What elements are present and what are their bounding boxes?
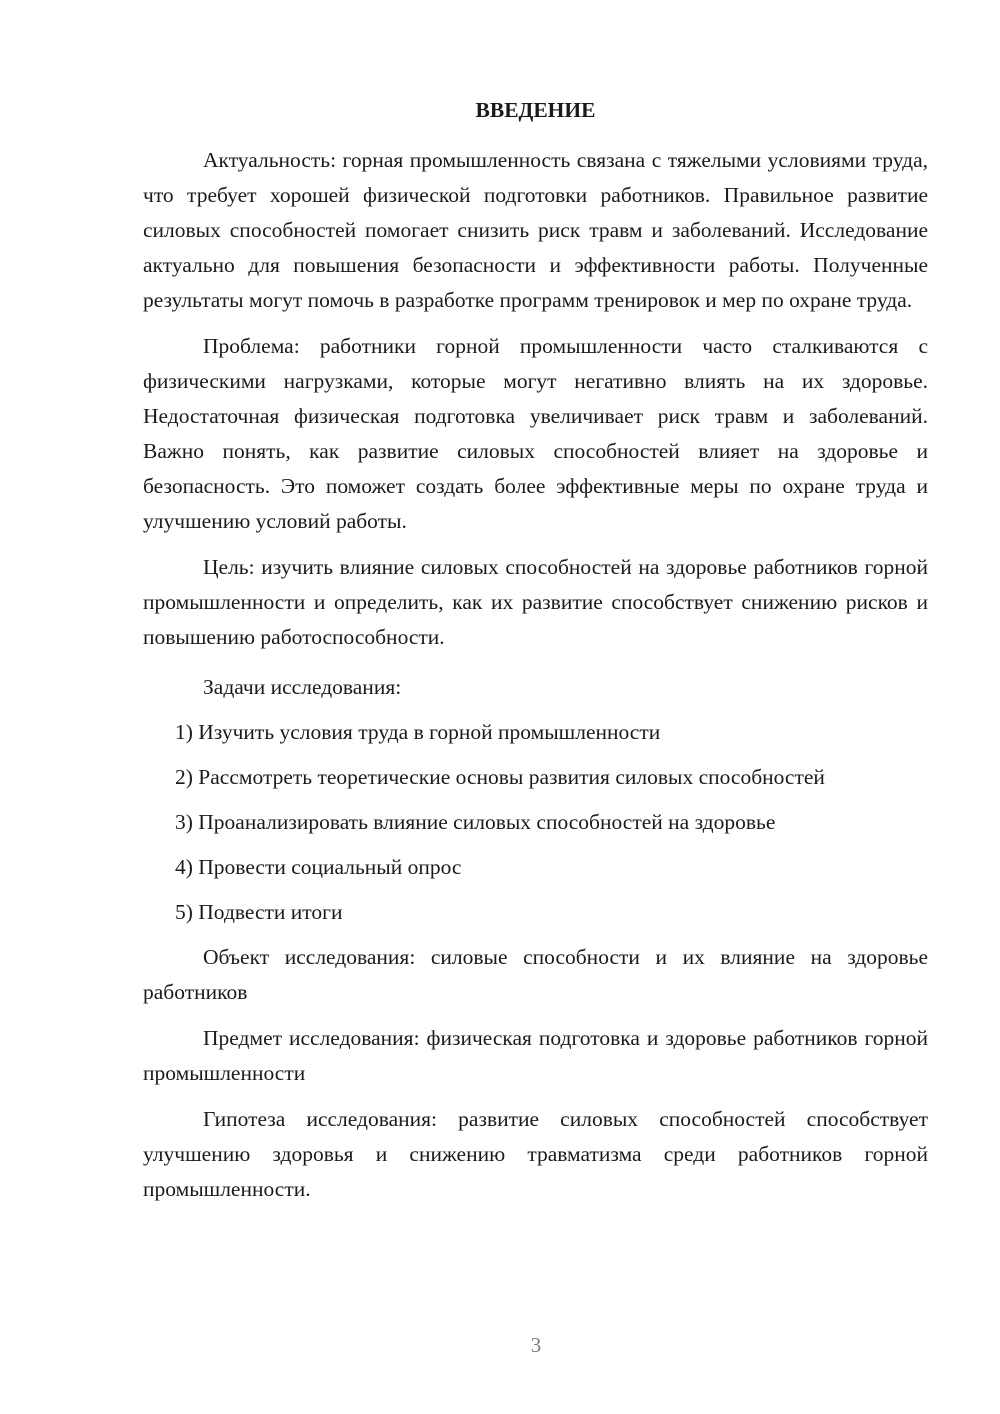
task-item: 3) Проанализировать влияние силовых способностей на здоровье: [175, 810, 776, 834]
task-list: [143, 715, 928, 930]
task-item: 5) Подвести итоги: [175, 900, 343, 924]
task-item: 2) Рассмотреть теоретические основы развития силовых способностей: [175, 765, 825, 789]
task-item: 1) Изучить условия труда в горной промышленности: [175, 720, 661, 744]
paragraph-object: Объект исследования: силовые способности и их влияние на здоровье работников: [143, 945, 928, 1004]
document-page: [143, 95, 928, 1218]
section-title: ВВЕДЕНИЕ: [475, 98, 596, 122]
tasks-heading: Задачи исследования:: [203, 675, 402, 699]
page-number: 3: [530, 1333, 542, 1357]
paragraph-relevance: Актуальность: горная промышленность связана с тяжелыми условиями труда, что требует хорошей физической подготовки работников. Правильное развитие силовых способностей помогает снизить риск травм и заболеваний. Исследование актуально для повышения безопасности и эффективности работы. Полученные результаты могут помочь в разработке программ тренировок и мер по охране труда.: [143, 148, 928, 312]
paragraph-hypothesis: Гипотеза исследования: развитие силовых способностей способствует улучшению здоровья и снижению травматизма среди работников горной промышленности.: [143, 1107, 928, 1201]
paragraph-goal: Цель: изучить влияние силовых способностей на здоровье работников горной промышленности и определить, как их развитие способствует снижению рисков и повышению работоспособности.: [143, 555, 928, 649]
paragraph-subject: Предмет исследования: физическая подготовка и здоровье работников горной промышленности: [143, 1026, 928, 1085]
task-item: 4) Провести социальный опрос: [175, 855, 462, 879]
paragraph-problem: Проблема: работники горной промышленности часто сталкиваются с физическими нагрузками, которые могут негативно влиять на их здоровье. Недостаточная физическая подготовка увеличивает риск травм и заболеваний. Важно понять, как развитие силовых способностей влияет на здоровье и безопасность. Это поможет создать более эффективные меры по охране труда и улучшению условий работы.: [143, 334, 928, 533]
